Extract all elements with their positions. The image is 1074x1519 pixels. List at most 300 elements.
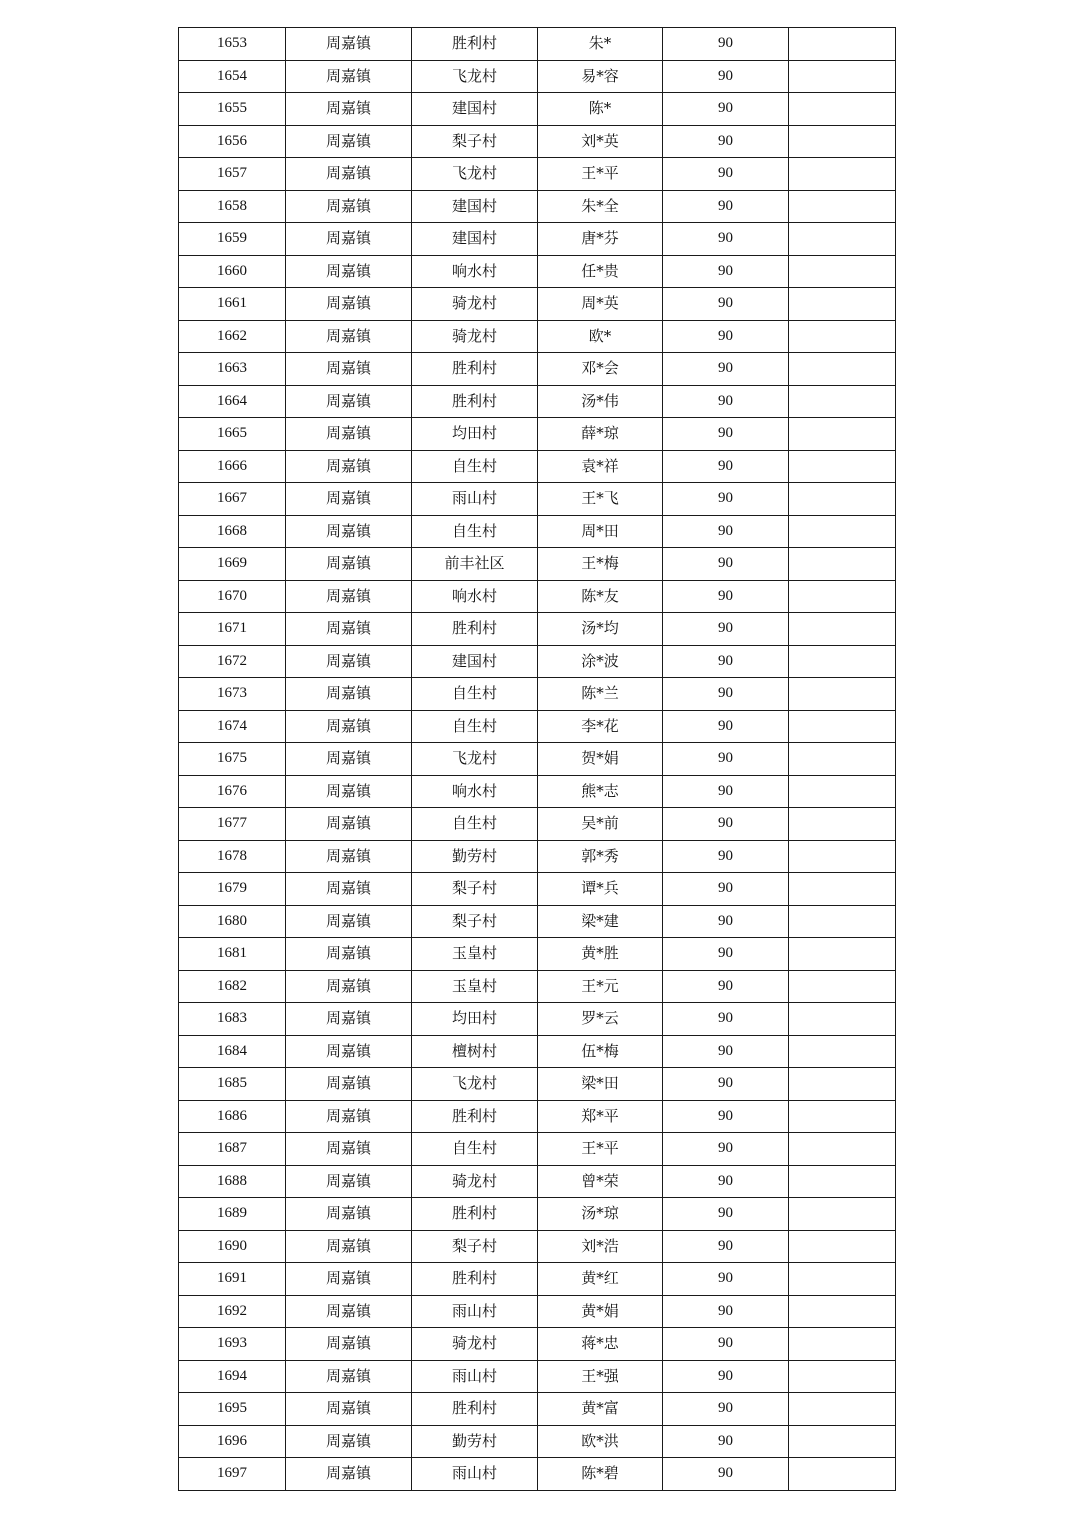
cell-name: 刘*英 [538,125,663,158]
cell-amount: 90 [663,613,789,646]
cell-note [789,1263,896,1296]
cell-town: 周嘉镇 [286,1360,412,1393]
cell-name: 伍*梅 [538,1035,663,1068]
cell-village: 自生村 [412,515,538,548]
cell-village: 自生村 [412,450,538,483]
cell-amount: 90 [663,190,789,223]
cell-amount: 90 [663,288,789,321]
cell-note [789,743,896,776]
cell-village: 骑龙村 [412,1328,538,1361]
cell-town: 周嘉镇 [286,905,412,938]
cell-number: 1690 [179,1230,286,1263]
cell-number: 1692 [179,1295,286,1328]
cell-number: 1656 [179,125,286,158]
cell-note [789,93,896,126]
cell-name: 刘*浩 [538,1230,663,1263]
cell-name: 周*田 [538,515,663,548]
cell-number: 1670 [179,580,286,613]
cell-name: 罗*云 [538,1003,663,1036]
table-row [179,548,896,581]
cell-number: 1685 [179,1068,286,1101]
cell-town: 周嘉镇 [286,1003,412,1036]
cell-note [789,385,896,418]
cell-amount: 90 [663,418,789,451]
table-row [179,1425,896,1458]
cell-town: 周嘉镇 [286,1133,412,1166]
cell-note [789,1295,896,1328]
cell-amount: 90 [663,125,789,158]
cell-number: 1680 [179,905,286,938]
cell-note [789,548,896,581]
cell-town: 周嘉镇 [286,288,412,321]
cell-amount: 90 [663,645,789,678]
cell-village: 雨山村 [412,483,538,516]
cell-village: 勤劳村 [412,840,538,873]
cell-number: 1674 [179,710,286,743]
cell-note [789,1328,896,1361]
table-row [179,1230,896,1263]
cell-number: 1677 [179,808,286,841]
cell-number: 1655 [179,93,286,126]
cell-village: 建国村 [412,645,538,678]
cell-name: 李*花 [538,710,663,743]
cell-village: 梨子村 [412,125,538,158]
cell-note [789,970,896,1003]
cell-note [789,223,896,256]
cell-note [789,1035,896,1068]
cell-amount: 90 [663,93,789,126]
table-row [179,1198,896,1231]
cell-note [789,418,896,451]
table-row [179,580,896,613]
table-row [179,1458,896,1491]
cell-amount: 90 [663,1425,789,1458]
cell-name: 王*强 [538,1360,663,1393]
cell-amount: 90 [663,158,789,191]
cell-town: 周嘉镇 [286,1328,412,1361]
cell-village: 胜利村 [412,1393,538,1426]
cell-number: 1663 [179,353,286,386]
cell-name: 王*飞 [538,483,663,516]
cell-name: 邓*会 [538,353,663,386]
cell-amount: 90 [663,1133,789,1166]
table-row [179,385,896,418]
cell-town: 周嘉镇 [286,515,412,548]
cell-amount: 90 [663,678,789,711]
cell-note [789,775,896,808]
cell-note [789,873,896,906]
cell-note [789,288,896,321]
cell-name: 陈*碧 [538,1458,663,1491]
cell-amount: 90 [663,548,789,581]
cell-number: 1693 [179,1328,286,1361]
table-row [179,775,896,808]
cell-number: 1694 [179,1360,286,1393]
cell-village: 响水村 [412,255,538,288]
table-row [179,353,896,386]
cell-village: 玉皇村 [412,938,538,971]
cell-amount: 90 [663,580,789,613]
cell-name: 王*平 [538,158,663,191]
cell-village: 建国村 [412,223,538,256]
cell-town: 周嘉镇 [286,1100,412,1133]
cell-amount: 90 [663,320,789,353]
cell-town: 周嘉镇 [286,1198,412,1231]
cell-town: 周嘉镇 [286,93,412,126]
table-row [179,840,896,873]
cell-name: 熊*志 [538,775,663,808]
cell-village: 前丰社区 [412,548,538,581]
cell-note [789,158,896,191]
cell-amount: 90 [663,938,789,971]
table-row [179,710,896,743]
cell-village: 建国村 [412,93,538,126]
cell-amount: 90 [663,353,789,386]
cell-town: 周嘉镇 [286,190,412,223]
cell-number: 1678 [179,840,286,873]
cell-village: 均田村 [412,418,538,451]
cell-amount: 90 [663,873,789,906]
cell-number: 1661 [179,288,286,321]
cell-number: 1653 [179,28,286,61]
cell-town: 周嘉镇 [286,385,412,418]
cell-amount: 90 [663,710,789,743]
cell-town: 周嘉镇 [286,1035,412,1068]
cell-village: 梨子村 [412,873,538,906]
cell-amount: 90 [663,743,789,776]
cell-town: 周嘉镇 [286,710,412,743]
cell-note [789,1003,896,1036]
cell-name: 谭*兵 [538,873,663,906]
cell-amount: 90 [663,385,789,418]
cell-town: 周嘉镇 [286,158,412,191]
cell-amount: 90 [663,483,789,516]
cell-village: 玉皇村 [412,970,538,1003]
cell-number: 1686 [179,1100,286,1133]
cell-village: 胜利村 [412,613,538,646]
cell-name: 汤*均 [538,613,663,646]
cell-name: 郭*秀 [538,840,663,873]
cell-number: 1688 [179,1165,286,1198]
cell-number: 1679 [179,873,286,906]
table-row [179,418,896,451]
table-row [179,1328,896,1361]
cell-village: 自生村 [412,678,538,711]
cell-name: 梁*建 [538,905,663,938]
cell-number: 1664 [179,385,286,418]
cell-number: 1697 [179,1458,286,1491]
cell-number: 1684 [179,1035,286,1068]
table-row [179,1360,896,1393]
cell-number: 1668 [179,515,286,548]
roster-table-body [179,28,896,1491]
cell-village: 均田村 [412,1003,538,1036]
cell-note [789,580,896,613]
cell-village: 骑龙村 [412,320,538,353]
cell-note [789,1068,896,1101]
cell-name: 黄*娟 [538,1295,663,1328]
table-row [179,1393,896,1426]
cell-village: 梨子村 [412,1230,538,1263]
cell-number: 1681 [179,938,286,971]
cell-name: 陈*兰 [538,678,663,711]
cell-village: 胜利村 [412,385,538,418]
cell-number: 1665 [179,418,286,451]
cell-town: 周嘉镇 [286,1393,412,1426]
cell-name: 陈* [538,93,663,126]
cell-number: 1669 [179,548,286,581]
cell-note [789,1425,896,1458]
cell-village: 檀树村 [412,1035,538,1068]
cell-town: 周嘉镇 [286,645,412,678]
cell-town: 周嘉镇 [286,938,412,971]
cell-town: 周嘉镇 [286,1458,412,1491]
cell-town: 周嘉镇 [286,580,412,613]
cell-name: 欧* [538,320,663,353]
cell-amount: 90 [663,1068,789,1101]
cell-name: 朱*全 [538,190,663,223]
cell-note [789,125,896,158]
cell-amount: 90 [663,808,789,841]
table-row [179,190,896,223]
cell-amount: 90 [663,1100,789,1133]
cell-village: 雨山村 [412,1295,538,1328]
cell-note [789,1458,896,1491]
cell-village: 雨山村 [412,1458,538,1491]
cell-note [789,613,896,646]
cell-amount: 90 [663,1360,789,1393]
cell-amount: 90 [663,515,789,548]
cell-village: 自生村 [412,710,538,743]
table-row [179,223,896,256]
cell-number: 1687 [179,1133,286,1166]
table-row [179,1165,896,1198]
cell-number: 1676 [179,775,286,808]
cell-town: 周嘉镇 [286,1230,412,1263]
table-row [179,450,896,483]
cell-village: 胜利村 [412,353,538,386]
cell-number: 1654 [179,60,286,93]
cell-amount: 90 [663,255,789,288]
cell-note [789,515,896,548]
cell-name: 黄*红 [538,1263,663,1296]
cell-note [789,808,896,841]
cell-village: 胜利村 [412,1198,538,1231]
cell-name: 袁*祥 [538,450,663,483]
cell-town: 周嘉镇 [286,775,412,808]
cell-name: 梁*田 [538,1068,663,1101]
cell-note [789,190,896,223]
table-row [179,873,896,906]
cell-village: 自生村 [412,808,538,841]
cell-note [789,645,896,678]
cell-note [789,450,896,483]
cell-town: 周嘉镇 [286,1068,412,1101]
cell-number: 1673 [179,678,286,711]
cell-note [789,1165,896,1198]
cell-village: 自生村 [412,1133,538,1166]
table-row [179,515,896,548]
cell-number: 1671 [179,613,286,646]
cell-town: 周嘉镇 [286,1165,412,1198]
table-row [179,938,896,971]
cell-number: 1672 [179,645,286,678]
cell-name: 王*梅 [538,548,663,581]
cell-amount: 90 [663,60,789,93]
table-row [179,645,896,678]
table-row [179,1263,896,1296]
cell-note [789,1393,896,1426]
cell-name: 王*元 [538,970,663,1003]
cell-amount: 90 [663,1393,789,1426]
cell-name: 曾*荣 [538,1165,663,1198]
cell-town: 周嘉镇 [286,840,412,873]
cell-note [789,255,896,288]
cell-town: 周嘉镇 [286,970,412,1003]
cell-number: 1660 [179,255,286,288]
cell-village: 飞龙村 [412,158,538,191]
cell-town: 周嘉镇 [286,353,412,386]
table-row [179,255,896,288]
cell-name: 唐*芬 [538,223,663,256]
table-row [179,158,896,191]
cell-note [789,1100,896,1133]
table-row [179,320,896,353]
cell-name: 黄*胜 [538,938,663,971]
cell-amount: 90 [663,223,789,256]
table-row [179,1100,896,1133]
cell-village: 建国村 [412,190,538,223]
cell-amount: 90 [663,840,789,873]
cell-note [789,905,896,938]
cell-note [789,483,896,516]
table-row [179,1068,896,1101]
cell-village: 胜利村 [412,1263,538,1296]
cell-amount: 90 [663,970,789,1003]
cell-number: 1689 [179,1198,286,1231]
table-row [179,125,896,158]
table-row [179,1295,896,1328]
table-row [179,1003,896,1036]
cell-number: 1662 [179,320,286,353]
cell-number: 1659 [179,223,286,256]
cell-town: 周嘉镇 [286,255,412,288]
cell-amount: 90 [663,1003,789,1036]
cell-note [789,840,896,873]
cell-number: 1691 [179,1263,286,1296]
cell-village: 勤劳村 [412,1425,538,1458]
cell-amount: 90 [663,1165,789,1198]
cell-name: 吴*前 [538,808,663,841]
cell-name: 任*贵 [538,255,663,288]
cell-amount: 90 [663,1198,789,1231]
cell-name: 汤*琼 [538,1198,663,1231]
cell-number: 1667 [179,483,286,516]
cell-number: 1696 [179,1425,286,1458]
cell-village: 飞龙村 [412,1068,538,1101]
cell-village: 雨山村 [412,1360,538,1393]
cell-village: 胜利村 [412,28,538,61]
cell-name: 欧*洪 [538,1425,663,1458]
cell-name: 易*容 [538,60,663,93]
cell-note [789,1198,896,1231]
cell-number: 1682 [179,970,286,1003]
cell-number: 1683 [179,1003,286,1036]
cell-town: 周嘉镇 [286,873,412,906]
table-row [179,1133,896,1166]
cell-name: 黄*富 [538,1393,663,1426]
cell-note [789,938,896,971]
cell-village: 梨子村 [412,905,538,938]
cell-name: 王*平 [538,1133,663,1166]
cell-town: 周嘉镇 [286,678,412,711]
cell-note [789,1230,896,1263]
cell-note [789,320,896,353]
cell-village: 飞龙村 [412,743,538,776]
cell-town: 周嘉镇 [286,613,412,646]
cell-town: 周嘉镇 [286,1425,412,1458]
table-row [179,93,896,126]
table-row [179,613,896,646]
cell-number: 1695 [179,1393,286,1426]
cell-town: 周嘉镇 [286,743,412,776]
roster-table [178,27,896,1491]
cell-village: 响水村 [412,580,538,613]
cell-note [789,1133,896,1166]
cell-town: 周嘉镇 [286,483,412,516]
cell-note [789,1360,896,1393]
cell-name: 周*英 [538,288,663,321]
cell-village: 骑龙村 [412,1165,538,1198]
cell-town: 周嘉镇 [286,1263,412,1296]
cell-name: 涂*波 [538,645,663,678]
cell-note [789,710,896,743]
cell-town: 周嘉镇 [286,320,412,353]
table-row [179,808,896,841]
cell-name: 郑*平 [538,1100,663,1133]
table-row [179,905,896,938]
cell-number: 1657 [179,158,286,191]
cell-village: 骑龙村 [412,288,538,321]
cell-note [789,678,896,711]
cell-number: 1675 [179,743,286,776]
cell-amount: 90 [663,450,789,483]
table-row [179,743,896,776]
cell-amount: 90 [663,1263,789,1296]
cell-amount: 90 [663,905,789,938]
cell-name: 贺*娟 [538,743,663,776]
cell-amount: 90 [663,775,789,808]
table-row [179,483,896,516]
table-row [179,288,896,321]
cell-town: 周嘉镇 [286,1295,412,1328]
cell-town: 周嘉镇 [286,28,412,61]
cell-name: 陈*友 [538,580,663,613]
table-row [179,28,896,61]
cell-number: 1658 [179,190,286,223]
cell-number: 1666 [179,450,286,483]
cell-amount: 90 [663,1230,789,1263]
cell-town: 周嘉镇 [286,548,412,581]
cell-name: 薛*琼 [538,418,663,451]
cell-note [789,60,896,93]
cell-amount: 90 [663,1295,789,1328]
cell-village: 胜利村 [412,1100,538,1133]
cell-name: 朱* [538,28,663,61]
table-row [179,60,896,93]
table-row [179,1035,896,1068]
cell-note [789,28,896,61]
